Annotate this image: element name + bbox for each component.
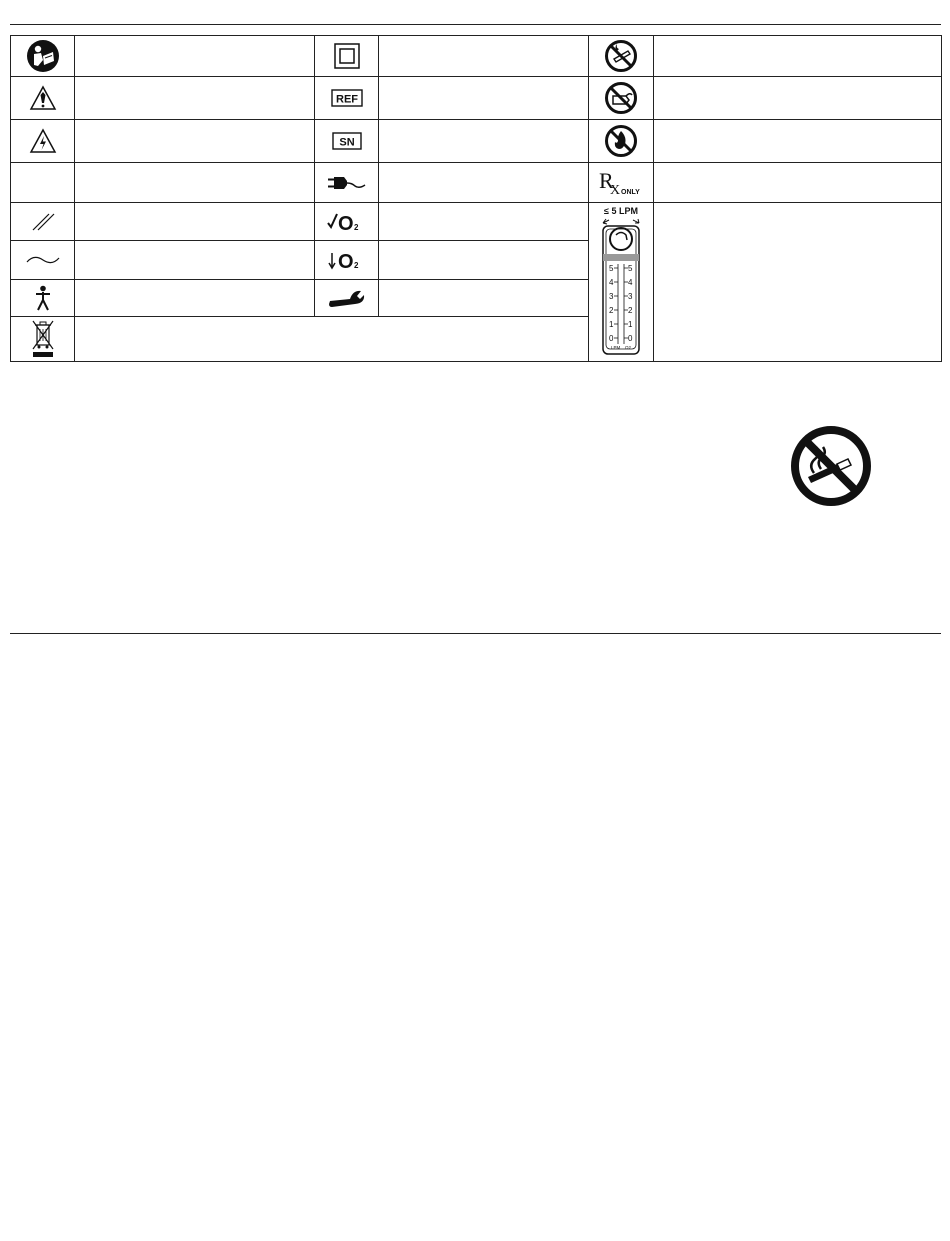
cell-icon xyxy=(11,317,75,362)
description-cell xyxy=(75,241,315,280)
scale-right-4: 4 xyxy=(628,278,633,287)
cell-icon xyxy=(11,120,75,163)
scale-right-5: 5 xyxy=(628,264,633,273)
class-ii-double-insulated-icon xyxy=(334,43,360,69)
alternating-current-icon xyxy=(25,253,61,267)
description-cell xyxy=(75,280,315,317)
rx-only-icon xyxy=(597,169,645,197)
o2-low-indicator-icon xyxy=(327,249,367,271)
description-cell xyxy=(654,77,942,120)
description-cell xyxy=(379,36,589,77)
description-cell xyxy=(75,36,315,77)
table-row xyxy=(11,163,942,203)
scale-left-4: 4 xyxy=(609,278,614,287)
description-cell xyxy=(75,77,315,120)
description-cell xyxy=(379,241,589,280)
weee-disposal-icon xyxy=(30,319,56,359)
cell-icon xyxy=(315,77,379,120)
scale-unit-left: LPM xyxy=(611,345,621,350)
table-row xyxy=(11,120,942,163)
rx-only-label: ONLY xyxy=(621,188,640,196)
cell-icon xyxy=(315,36,379,77)
electric-shock-warning-icon xyxy=(29,128,57,154)
cell-icon xyxy=(315,120,379,163)
description-cell xyxy=(379,120,589,163)
type-bf-applied-part-icon xyxy=(34,285,52,311)
scale-right-3: 3 xyxy=(628,292,633,301)
scale-left-5: 5 xyxy=(609,264,614,273)
o2-label: O xyxy=(337,251,354,271)
scale-left-3: 3 xyxy=(609,292,614,301)
description-cell xyxy=(75,120,315,163)
sn-label: SN xyxy=(338,136,355,149)
no-smoking-icon xyxy=(790,425,872,507)
o2-sub-label: 2 xyxy=(353,222,358,232)
description-cell xyxy=(654,36,942,77)
description-cell xyxy=(75,203,315,241)
caution-triangle-icon xyxy=(29,85,57,111)
table-row xyxy=(11,77,942,120)
o2-sub-label: 2 xyxy=(353,261,358,270)
cell-icon xyxy=(589,120,654,163)
cell-icon xyxy=(589,203,654,362)
cell-icon xyxy=(315,280,379,317)
cell-icon xyxy=(589,77,654,120)
no-open-flame-icon xyxy=(604,39,638,73)
o2-label: O xyxy=(337,212,354,233)
table-row xyxy=(11,203,942,241)
no-oil-grease-icon xyxy=(604,81,638,115)
no-fire-icon xyxy=(604,124,638,158)
follow-instructions-icon xyxy=(26,39,60,73)
scale-right-2: 2 xyxy=(628,306,633,315)
o2-normal-indicator-icon xyxy=(327,211,367,233)
description-cell xyxy=(379,163,589,203)
cell-icon xyxy=(315,203,379,241)
serial-number-icon xyxy=(332,132,362,150)
cell-icon xyxy=(11,77,75,120)
cell-icon xyxy=(589,163,654,203)
rx-label: R xyxy=(599,168,614,193)
flowmeter-limit-icon xyxy=(597,204,645,360)
service-wrench-icon xyxy=(328,287,366,309)
cell-icon xyxy=(11,280,75,317)
ref-label: REF xyxy=(335,93,358,106)
cell-icon xyxy=(315,163,379,203)
description-cell xyxy=(654,203,942,362)
scale-unit-right: O2 xyxy=(625,345,632,350)
scale-left-0: 0 xyxy=(609,334,614,343)
description-cell xyxy=(379,77,589,120)
bottom-rule xyxy=(10,633,941,634)
description-cell xyxy=(654,163,942,203)
description-cell xyxy=(75,163,315,203)
cell-icon xyxy=(11,163,75,203)
cell-icon xyxy=(589,36,654,77)
description-cell xyxy=(654,120,942,163)
cell-icon xyxy=(11,241,75,280)
scale-left-2: 2 xyxy=(609,306,614,315)
scale-left-1: 1 xyxy=(609,320,614,329)
ac-plug-icon xyxy=(328,174,366,192)
symbols-table xyxy=(10,35,942,362)
description-cell xyxy=(75,317,589,362)
flowmeter-scale xyxy=(609,264,633,350)
cell-icon xyxy=(315,241,379,280)
description-cell xyxy=(379,280,589,317)
top-rule xyxy=(10,24,941,25)
scale-right-1: 1 xyxy=(628,320,633,329)
rx-sub-label: X xyxy=(610,182,621,197)
table-row xyxy=(11,36,942,77)
reference-number-icon xyxy=(331,89,363,107)
cell-icon xyxy=(11,36,75,77)
direct-current-icon xyxy=(28,211,58,233)
scale-right-0: 0 xyxy=(628,334,633,343)
lpm-limit-label: ≤ 5 LPM xyxy=(604,206,638,216)
cell-icon xyxy=(11,203,75,241)
description-cell xyxy=(379,203,589,241)
